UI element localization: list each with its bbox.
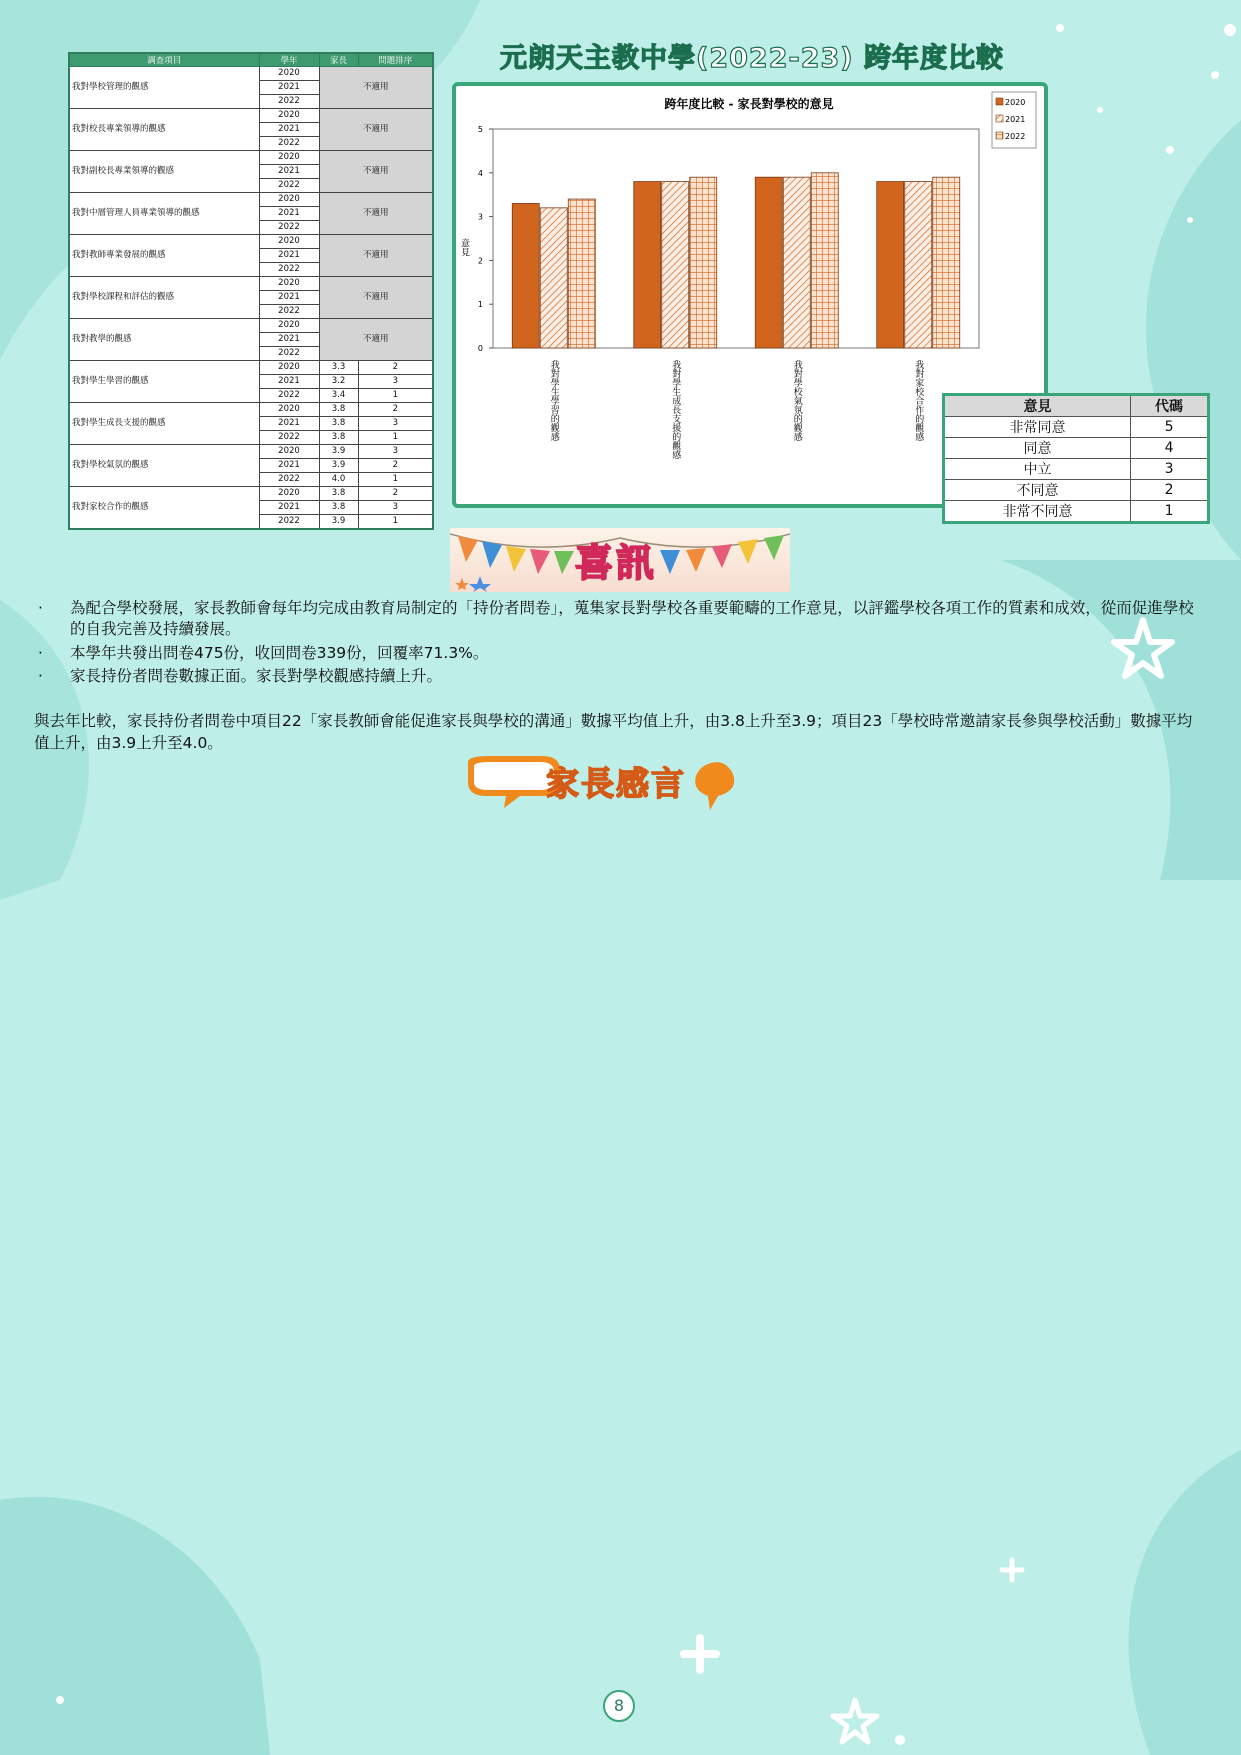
- survey-item: 我對學生成長支援的觀感: [69, 403, 259, 445]
- survey-item: 我對學校氣氛的觀感: [69, 445, 259, 487]
- bar-2020-0: [512, 203, 539, 348]
- bar-2022-0: [568, 199, 595, 348]
- code-value: 2: [1131, 480, 1209, 501]
- survey-year: 2020: [259, 487, 319, 501]
- bullet-dot: ·: [38, 599, 43, 617]
- survey-year: 2022: [259, 389, 319, 403]
- survey-year: 2022: [259, 431, 319, 445]
- survey-not-applicable: 不適用: [319, 193, 433, 235]
- survey-rank: 2: [358, 459, 433, 473]
- survey-rank: 2: [358, 361, 433, 375]
- survey-rank: 1: [358, 515, 433, 530]
- survey-year: 2021: [259, 123, 319, 137]
- code-opinion: 非常不同意: [944, 501, 1131, 523]
- survey-year: 2021: [259, 81, 319, 95]
- survey-year: 2022: [259, 221, 319, 235]
- code-opinion: 同意: [944, 438, 1131, 459]
- survey-not-applicable: 不適用: [319, 151, 433, 193]
- survey-year: 2021: [259, 459, 319, 473]
- survey-table: [68, 52, 434, 530]
- survey-year: 2022: [259, 95, 319, 109]
- bar-2020-2: [755, 177, 782, 348]
- x-tick-label: 我對學生學習的觀感: [548, 360, 559, 441]
- code-opinion: 非常同意: [944, 417, 1131, 438]
- survey-year: 2020: [259, 361, 319, 375]
- code-row: [944, 438, 1209, 459]
- testimonials-grid: [34, 812, 1206, 1702]
- bar-2020-3: [877, 182, 904, 348]
- survey-year: 2022: [259, 473, 319, 487]
- survey-item: 我對教師專業發展的觀感: [69, 235, 259, 277]
- bar-2022-3: [933, 177, 960, 348]
- code-value: 3: [1131, 459, 1209, 480]
- survey-item: 我對校長專業領導的觀感: [69, 109, 259, 151]
- code-row: [944, 480, 1209, 501]
- legend-swatch-2022: [996, 132, 1003, 139]
- bar-2021-1: [662, 182, 689, 348]
- survey-year: 2022: [259, 179, 319, 193]
- survey-rank: 1: [358, 431, 433, 445]
- survey-header-cell: 學年: [259, 53, 319, 67]
- y-tick-label: 1: [477, 300, 483, 310]
- bar-2022-2: [811, 173, 838, 348]
- survey-row: [69, 235, 433, 249]
- code-header-row: [944, 395, 1209, 417]
- code-row: [944, 459, 1209, 480]
- bar-2020-1: [634, 182, 661, 348]
- survey-year: 2021: [259, 291, 319, 305]
- bullet-item: [38, 666, 1206, 687]
- legend-label: 2020: [1005, 98, 1026, 107]
- survey-year: 2021: [259, 375, 319, 389]
- code-value: 5: [1131, 417, 1209, 438]
- survey-row: [69, 109, 433, 123]
- y-tick-label: 5: [477, 125, 483, 134]
- survey-rank: 3: [358, 501, 433, 515]
- legend-swatch-2021: [996, 115, 1003, 122]
- y-tick-label: 3: [477, 212, 483, 222]
- legend-label: 2022: [1005, 132, 1026, 141]
- survey-not-applicable: 不適用: [319, 235, 433, 277]
- survey-year: 2022: [259, 515, 319, 530]
- survey-year: 2022: [259, 305, 319, 319]
- legend-swatch-2020: [996, 98, 1003, 105]
- bullet-item: [38, 643, 1206, 664]
- survey-row: [69, 277, 433, 291]
- page-number: 8: [603, 1690, 635, 1722]
- survey-parent-score: 4.0: [319, 473, 358, 487]
- survey-parent-score: 3.8: [319, 487, 358, 501]
- y-axis-label: 意見: [459, 238, 469, 257]
- bar-2022-1: [690, 177, 717, 348]
- bullet-text: 為配合學校發展，家長教師會每年均完成由教育局制定的「持份者問卷」，蒐集家長對學校各重要範疇的工作意見，以評鑑學校各項工作的質素和成效，從而促進學校的自我完善及持續發展。: [70, 599, 1194, 638]
- survey-parent-score: 3.3: [319, 361, 358, 375]
- survey-row: [69, 445, 433, 459]
- survey-header-cell: 家長: [319, 53, 358, 67]
- legend-label: 2021: [1005, 115, 1026, 124]
- code-header-cell: 代碼: [1131, 395, 1209, 417]
- y-tick-label: 0: [477, 344, 483, 353]
- chart-legend: [992, 92, 1036, 148]
- survey-item: 我對學校管理的觀感: [69, 67, 259, 109]
- survey-parent-score: 3.9: [319, 515, 358, 530]
- survey-year: 2021: [259, 333, 319, 347]
- bar-2021-2: [783, 177, 810, 348]
- survey-year: 2020: [259, 235, 319, 249]
- x-tick-label: 我對學校氣氛的觀感: [791, 360, 802, 441]
- bullet-text: 家長持份者問卷數據正面。家長對學校觀感持續上升。: [70, 667, 443, 685]
- survey-item: 我對教學的觀感: [69, 319, 259, 361]
- x-tick-label: 我對家校合作的觀感: [913, 360, 924, 441]
- survey-rank: 3: [358, 375, 433, 389]
- survey-parent-score: 3.9: [319, 445, 358, 459]
- survey-rank: 3: [358, 417, 433, 431]
- page-title: 元朗天主教中學(2022-23) 跨年度比較: [500, 43, 1005, 74]
- bullet-item: [38, 598, 1206, 640]
- survey-year: 2021: [259, 207, 319, 221]
- code-header-cell: 意見: [944, 395, 1131, 417]
- survey-rank: 1: [358, 389, 433, 403]
- survey-rank: 2: [358, 487, 433, 501]
- survey-header-cell: 調查項目: [69, 53, 259, 67]
- survey-header-cell: 問題排序: [358, 53, 433, 67]
- survey-item: 我對學校課程和評估的觀感: [69, 277, 259, 319]
- survey-year: 2020: [259, 109, 319, 123]
- survey-not-applicable: 不適用: [319, 277, 433, 319]
- survey-year: 2020: [259, 319, 319, 333]
- survey-row: [69, 319, 433, 333]
- code-value: 1: [1131, 501, 1209, 523]
- survey-parent-score: 3.8: [319, 417, 358, 431]
- bullet-dot: ·: [38, 644, 43, 662]
- opinion-code-table: [942, 393, 1210, 524]
- survey-year: 2022: [259, 137, 319, 151]
- bar-2021-0: [540, 208, 567, 348]
- bar-2021-3: [905, 182, 932, 348]
- comparison-paragraph: 與去年比較，家長持份者問卷中項目22「家長教師會能促進家長與學校的溝通」數據平均值上升，由3.8上升至3.9；項目23「學校時常邀請家長參與學校活動」數據平均值上升，由3.9上升至4.0。: [34, 712, 1193, 752]
- survey-item: 我對副校長專業領導的觀感: [69, 151, 259, 193]
- survey-year: 2021: [259, 165, 319, 179]
- survey-row: [69, 67, 433, 81]
- survey-year: 2020: [259, 445, 319, 459]
- survey-row: [69, 151, 433, 165]
- survey-year: 2021: [259, 417, 319, 431]
- survey-item: 我對學生學習的觀感: [69, 361, 259, 403]
- survey-not-applicable: 不適用: [319, 67, 433, 109]
- survey-parent-score: 3.9: [319, 459, 358, 473]
- survey-year: 2020: [259, 67, 319, 81]
- survey-parent-score: 3.8: [319, 403, 358, 417]
- chart-title: 跨年度比較 - 家長對學校的意見: [664, 97, 834, 111]
- y-tick-label: 2: [477, 256, 483, 266]
- survey-parent-score: 3.8: [319, 431, 358, 445]
- survey-row: [69, 403, 433, 417]
- survey-year: 2020: [259, 193, 319, 207]
- x-tick-label: 我對學生成長支援的觀感: [670, 360, 681, 459]
- code-row: [944, 417, 1209, 438]
- survey-header-row: [69, 53, 433, 67]
- code-opinion: 中立: [944, 459, 1131, 480]
- survey-year: 2021: [259, 501, 319, 515]
- survey-rank: 2: [358, 403, 433, 417]
- survey-parent-score: 3.8: [319, 501, 358, 515]
- bullet-text: 本學年共發出問卷475份，收回問卷339份，回覆率71.3%。: [70, 644, 489, 662]
- code-opinion: 不同意: [944, 480, 1131, 501]
- code-row: [944, 501, 1209, 523]
- survey-rank: 1: [358, 473, 433, 487]
- survey-parent-score: 3.2: [319, 375, 358, 389]
- testimonials-title: 家長感言: [546, 764, 686, 803]
- survey-year: 2020: [259, 277, 319, 291]
- survey-year: 2022: [259, 347, 319, 361]
- survey-year: 2021: [259, 249, 319, 263]
- survey-row: [69, 361, 433, 375]
- survey-not-applicable: 不適用: [319, 319, 433, 361]
- code-value: 4: [1131, 438, 1209, 459]
- survey-parent-score: 3.4: [319, 389, 358, 403]
- survey-item: 我對家校合作的觀感: [69, 487, 259, 530]
- survey-row: [69, 487, 433, 501]
- survey-year: 2020: [259, 403, 319, 417]
- bullet-dot: ·: [38, 667, 43, 685]
- survey-row: [69, 193, 433, 207]
- good-news-title: 喜訊: [575, 541, 658, 585]
- survey-rank: 3: [358, 445, 433, 459]
- survey-item: 我對中層管理人員專業領導的觀感: [69, 193, 259, 235]
- y-tick-label: 4: [477, 168, 483, 178]
- survey-year: 2020: [259, 151, 319, 165]
- survey-year: 2022: [259, 263, 319, 277]
- survey-not-applicable: 不適用: [319, 109, 433, 151]
